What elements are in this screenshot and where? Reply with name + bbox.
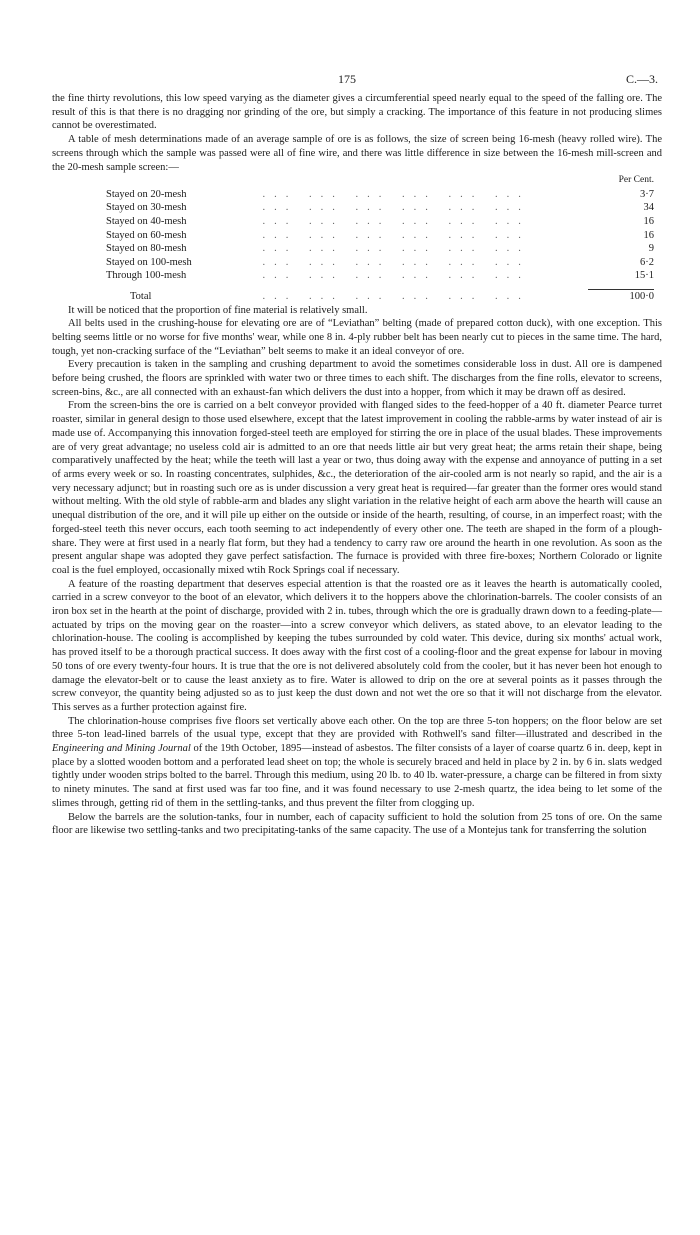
leader-dots: ... ... ... ... ... ... xyxy=(262,202,530,214)
paragraph-fine-material: It will be noticed that the proportion of fine material is relatively small. xyxy=(68,304,368,316)
mesh-table-header xyxy=(106,174,654,188)
table-row xyxy=(106,256,654,270)
text-run: of the 19th October, 1895—instead of asbestos. The filter consists of a layer of coarse quartz 6 in. deep, kept in place by a slotted wooden bottom and a perforated lead sheet on top; the whole is securely braced and held in place by 2 in. by 6 in. slats wedged tightly under wooden strips bolted to the barrel. Through this medium, using 20 lb. to 40 lb. water-pressure, a charge can be filtered in from sixty to ninety minutes. The sand at first used was far too fine, and it was found necessary to use 2-mesh quartz, the idea being to let some of the slimes through, getting rid of them in the settling-tanks, and thus prevent the filter from clogging up. xyxy=(52,743,662,809)
mesh-value: 9 xyxy=(648,243,654,255)
total-label: Total xyxy=(130,290,152,302)
mesh-label: Stayed on 20-mesh xyxy=(106,188,187,200)
leader-dots: ... ... ... ... ... ... xyxy=(262,243,530,255)
mesh-value: 16 xyxy=(643,216,654,227)
table-row xyxy=(106,188,654,202)
mesh-value: 16 xyxy=(643,229,654,241)
mesh-value: 15·1 xyxy=(634,270,654,282)
paragraph-mesh-intro: A table of mesh determinations made of an average sample of ore is as follows, the size of screen being 16-mesh (heavy rolled wire). The screens through which the sample was passed were all of fine wire, and there was little difference in size between the 16-mesh mill-screen and the 20-mesh sample screen:— xyxy=(52,134,662,173)
mesh-table xyxy=(106,174,654,303)
table-row xyxy=(106,201,654,215)
paragraph-dust: Every precaution is taken in the sampling and crushing department to avoid the sometimes considerable loss in dust. All ore is dampened before being crushed, the floors are sprinkled with water two or three times to each shift. The discharges from the fine rolls, elevator to screens, screen-bins, &c., are all connected with an exhaust-fan which delivers the dust into a hopper, from which it may be drawn off as desired. xyxy=(52,359,662,398)
mesh-label: Stayed on 60-mesh xyxy=(106,229,187,241)
mesh-label: Stayed on 100-mesh xyxy=(106,256,192,268)
mesh-label: Through 100-mesh xyxy=(106,270,187,282)
leader-dots: ... ... ... ... ... ... xyxy=(262,188,530,200)
leader-dots: ... ... ... ... ... ... xyxy=(262,216,530,227)
mesh-value: 6·2 xyxy=(640,256,654,268)
leader-dots: ... ... ... ... ... ... xyxy=(262,256,530,268)
text-run: The chlorination-house comprises five floors set vertically above each other. On the top are three 5-ton hoppers; on the floor below are set three 5-ton lead-lined barrels of the usual type, except that they are provided with Rothwell's sand filter—illustrated and described in the xyxy=(52,715,662,741)
mesh-value: 3·7 xyxy=(640,188,654,200)
paragraph-chlorination-house xyxy=(52,715,662,811)
table-row xyxy=(106,242,654,256)
total-row xyxy=(106,289,654,303)
leader-dots: ... ... ... ... ... ... xyxy=(262,290,530,302)
table-row xyxy=(106,269,654,283)
journal-title: Engineering and Mining Journal xyxy=(52,743,191,755)
mesh-value: 34 xyxy=(643,202,654,214)
paragraph-roaster: From the screen-bins the ore is carried on a belt conveyor provided with flanged sides to the feed-hopper of a 40 ft. diameter Pearce turret roaster, similar in general design to those used elsewhere, except that the latest improvement in cooling the rabble-arms by water instead of air is made use of. Accompanying this innovation forged-steel teeth are employed for stirring the ore in place of the usual blades. These improvements are of very great advantage; no useless cold air is admitted to an ore that needs little air but very great heat; the arms retain their shape, being comparatively unaffected by the heat; while the teeth will last a year or two, thus doing away with the expense and annoyance of putting in a set of arms every week or so. In roasting concentrates, sulphides, &c., the deterioration of the air-cooled arm is not nearly so rapid, and the air is a very necessary adjunct; but in roasting such ore as is under discussion a very great heat is required—far greater than the former ores would stand without melting. With the old style of rabble-arm and blades any slight variation in the relative height of each arm above the hearth will cause an unequal distribution of the ore, and it will pile up either on the outside or inside of the hearth, resulting, of course, in an imperfect roast; with the forged-steel teeth this never occurs, each tooth seeming to act independently of every other one. The teeth are shaped in the form of a plough-share. They were at first used in a nearly flat form, but they had a tendency to carry raw ore around the hearth in one revolution. As soon as the present angular shape was adopted they gave perfect satisfaction. The furnace is provided with three fire-boxes; Northern Colorado or lignite coal is the fuel employed, occasionally mixed wtih Rock Springs coal if necessary. xyxy=(52,400,662,576)
table-row xyxy=(106,229,654,243)
leader-dots: ... ... ... ... ... ... xyxy=(262,270,530,282)
document-reference: C.—3. xyxy=(625,72,658,86)
total-value: 100·0 xyxy=(629,290,654,302)
page-header xyxy=(0,73,700,89)
leader-dots: ... ... ... ... ... ... xyxy=(262,229,530,241)
per-cent-header: Per Cent. xyxy=(618,175,654,186)
paragraph-belts: All belts used in the crushing-house for elevating ore are of “Leviathan” belting (made of prepared cotton duck), with one exception. This belting seems little or no worse for five months' wear, while one 8 in. 4-ply rubber belt has been nearly cut to pieces in the same time. The hard, tough, yet non-cracking surface of the “Leviathan” belt seems to make it an ideal conveyor of ore. xyxy=(52,318,662,357)
page-number: 175 xyxy=(338,72,356,86)
paragraph-cooling: A feature of the roasting department that deserves especial attention is that the roasted ore as it leaves the hearth is automatically cooled, carried in a screw conveyor to the boot of an elevator, which delivers it to the hoppers above the chlorination-barrels. The cooler consists of an iron box set in the hearth at the point of discharge, provided with 2 in. tubes, through which the ore is gradually drawn down to a feeding-plate—actuated by trips on the moving gear on the roaster—into a screw conveyor which delivers, as stated above, to an elevator leading to the chlorination-house. The cooling is accomplished by keeping the tubes surrounded by cold water. This device, during six months' actual work, has proved itself to be a thorough practical success. It does away with the first cost of a cooling-floor and the great expense for labour in moving 50 tons of ore every twenty-four hours. It is true that the ore is not delivered absolutely cold from the cooler, but it has never been hot enough to damage the elevator-belt or to cause the least anxiety as to fire. Water is allowed to drip on the ore at several points as it passes through the screw conveyor, the quantity being adjusted so as to just keep the dust down and not wet the ore so that it will not discharge from the elevator. This serves as a further protection against fire. xyxy=(52,578,662,713)
mesh-label: Stayed on 80-mesh xyxy=(106,243,187,255)
mesh-label: Stayed on 40-mesh xyxy=(106,216,187,227)
paragraph-continued: the fine thirty revolutions, this low speed varying as the diameter gives a circumferential speed nearly equal to the speed of the falling ore. The result of this is that there is no dragging nor grinding of the ore, but simply a cracking. The importance of this feature in not producing slimes cannot be overestimated. xyxy=(52,93,662,132)
paragraph-solution-tanks: Below the barrels are the solution-tanks, four in number, each of capacity sufficient to hold the solution from 25 tons of ore. On the same floor are likewise two settling-tanks and two precipitating-tanks of the same capacity. The use of a Montejus tank for transferring the solution xyxy=(52,811,662,837)
body-text xyxy=(52,92,662,838)
table-row xyxy=(106,215,654,229)
mesh-label: Stayed on 30-mesh xyxy=(106,202,187,214)
